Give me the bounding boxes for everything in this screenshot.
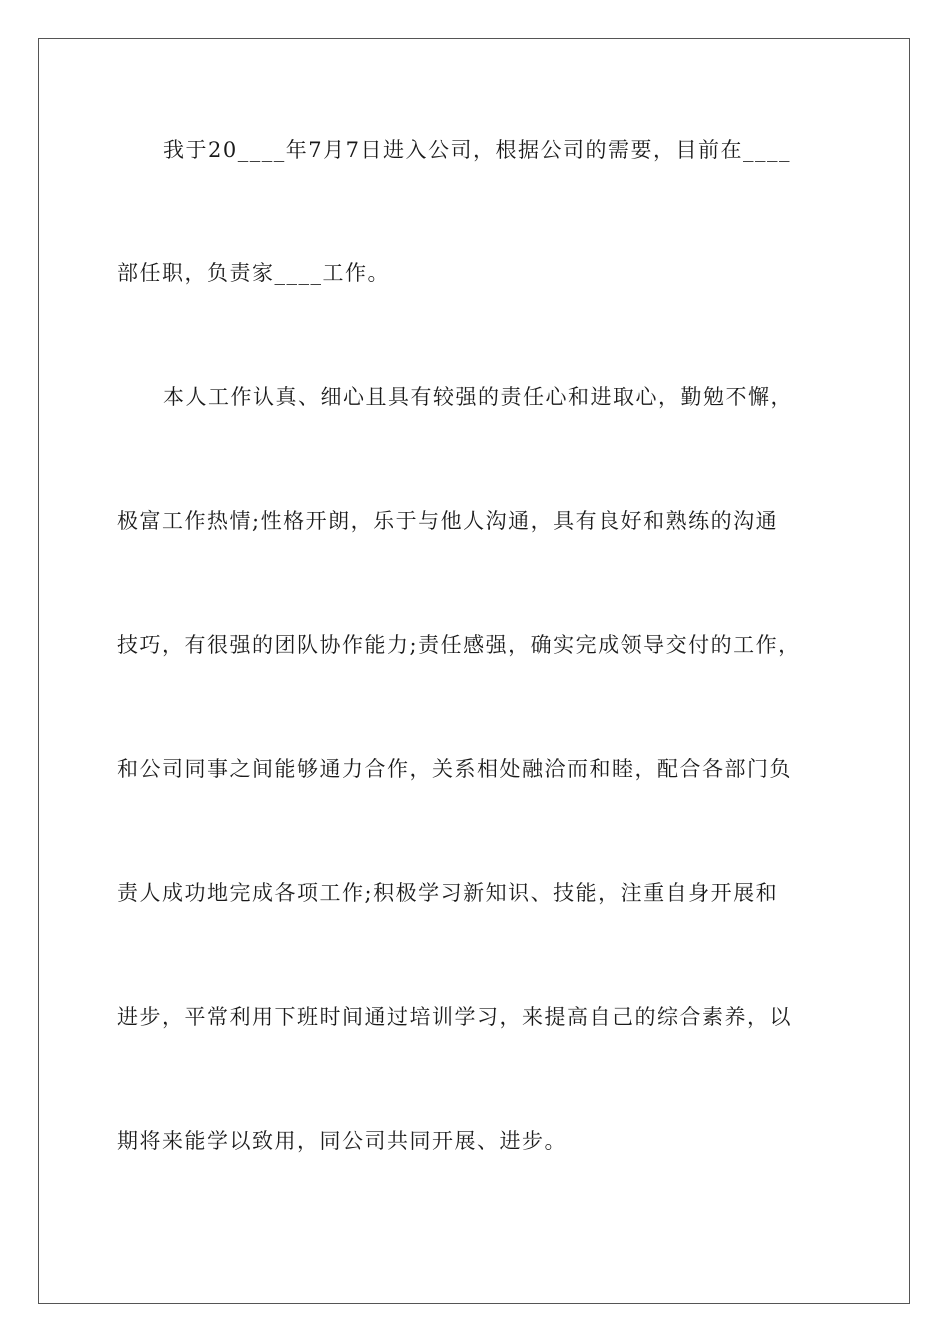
paragraph-1-line-2: 部任职，负责家____工作。 bbox=[117, 261, 390, 285]
paragraph-2-line-5: 责人成功地完成各项工作;积极学习新知识、技能，注重自身开展和 bbox=[117, 881, 779, 905]
paragraph-2-line-1: 本人工作认真、细心且具有较强的责任心和进取心，勤勉不懈， bbox=[163, 385, 793, 409]
paragraph-2-line-3: 技巧，有很强的团队协作能力;责任感强，确实完成领导交付的工作， bbox=[117, 633, 801, 657]
paragraph-2-line-6: 进步，平常利用下班时间通过培训学习，来提高自己的综合素养，以 bbox=[117, 1005, 792, 1029]
paragraph-1-line-1: 我于20____年7月7日进入公司，根据公司的需要，目前在____ bbox=[163, 138, 791, 162]
paragraph-2-line-4: 和公司同事之间能够通力合作，关系相处融洽而和睦，配合各部门负 bbox=[117, 757, 792, 781]
paragraph-2-line-2: 极富工作热情;性格开朗，乐于与他人沟通，具有良好和熟练的沟通 bbox=[117, 509, 779, 533]
page-border bbox=[38, 38, 910, 1304]
paragraph-2-line-7: 期将来能学以致用，同公司共同开展、进步。 bbox=[117, 1129, 567, 1153]
